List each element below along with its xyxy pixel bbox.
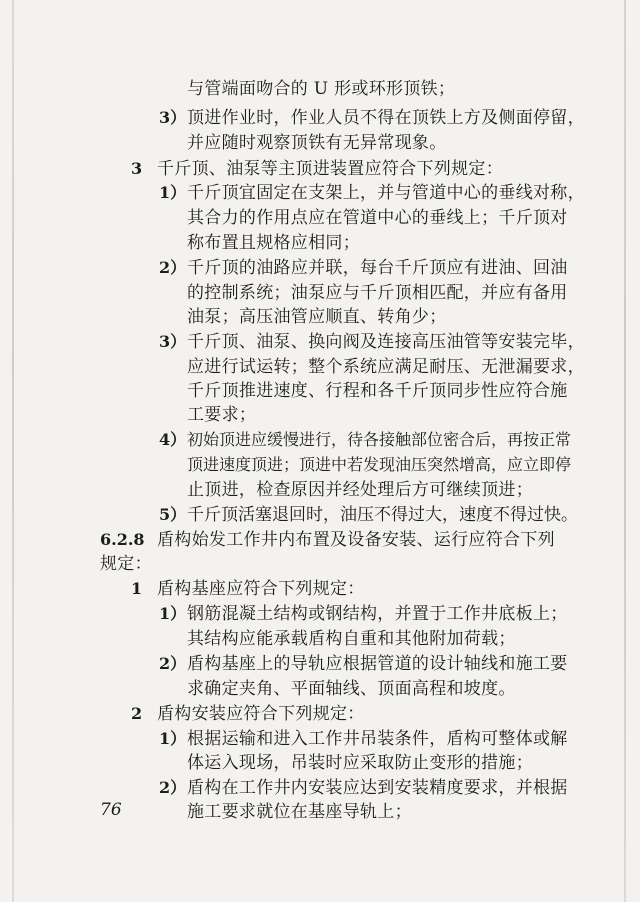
text-line: 其结构应能承载盾构自重和其他附加荷载； (187, 629, 516, 649)
item-number: 3） (159, 108, 187, 127)
text-line: 并应随时观察顶铁有无异常现象。 (187, 133, 447, 153)
text-line: 其合力的作用点应在管道中心的垂线上；千斤顶对 (187, 208, 568, 228)
page-number: 76 (100, 800, 122, 820)
text-line: 施工要求就位在基座导轨上； (187, 802, 412, 822)
item-number: 3 (131, 159, 143, 178)
text-line: 千斤顶的油路应并联，每台千斤顶应有进油、回油 (187, 258, 568, 278)
text-line: 工要求； (187, 405, 257, 425)
text-line: 称布置且规格应相同； (187, 233, 360, 253)
text-line: 千斤顶活塞退回时，油压不得过大，速度不得过快。 (187, 505, 578, 525)
text-line: 千斤顶推进速度、行程和各千斤顶同步性应符合施 (187, 381, 568, 401)
text-line: 盾构在工作井内安装应达到安装精度要求，并根据 (187, 778, 568, 798)
item-number: 3） (159, 332, 187, 351)
text-line: 与管端面吻合的 U 形或环形顶铁； (187, 79, 456, 99)
text-line: 盾构安装应符合下列规定： (157, 704, 365, 724)
text-line: 规定： (100, 554, 152, 574)
item-number: 2） (159, 258, 187, 277)
text-line: 油泵；高压油管应顺直、转角少； (187, 307, 447, 327)
item-number: 1） (159, 604, 187, 623)
text-line: 千斤顶宜固定在支架上，并与管道中心的垂线对称， (187, 183, 585, 203)
text-line: 体运入现场，吊装时应采取防止变形的措施； (187, 753, 533, 773)
text-line: 的控制系统；油泵应与千斤顶相匹配，并应有备用 (187, 283, 568, 303)
text-line: 千斤顶、油泵、换向阀及连接高压油管等安装完毕， (187, 332, 585, 352)
text-line: 钢筋混凝土结构或钢结构，并置于工作井底板上； (187, 604, 568, 624)
text-line: 根据运输和进入工作井吊装条件，盾构可整体或解 (187, 729, 568, 749)
clause-number: 6.2.8 (100, 530, 145, 549)
text-line: 顶进速度顶进；顶进中若发现油压突然增高，应立即停 (187, 455, 572, 474)
item-number: 2） (159, 778, 187, 797)
text-line: 求确定夹角、平面轴线、顶面高程和坡度。 (187, 679, 516, 699)
item-number: 1） (159, 729, 187, 748)
item-number: 2） (159, 654, 187, 673)
text-line: 初始顶进应缓慢进行，待各接触部位密合后，再按正常 (187, 430, 572, 449)
text-line: 顶进作业时，作业人员不得在顶铁上方及侧面停留， (187, 108, 585, 128)
text-line: 千斤顶、油泵等主顶进装置应符合下列规定： (157, 159, 503, 179)
item-number: 5） (159, 505, 187, 524)
scan-edge-left (12, 0, 14, 902)
text-line: 应进行试运转；整个系统应满足耐压、无泄漏要求， (187, 357, 585, 377)
item-number: 1） (159, 183, 187, 202)
text-line: 盾构基座应符合下列规定： (157, 579, 365, 599)
text-line: 盾构始发工作井内布置及设备安装、运行应符合下列 (157, 530, 555, 550)
scan-edge-right (624, 0, 626, 902)
item-number: 2 (131, 704, 143, 723)
text-line: 盾构基座上的导轨应根据管道的设计轴线和施工要 (187, 654, 568, 674)
text-line: 止顶进，检查原因并经处理后方可继续顶进； (187, 480, 533, 500)
item-number: 4） (159, 430, 187, 449)
item-number: 1 (131, 579, 143, 598)
